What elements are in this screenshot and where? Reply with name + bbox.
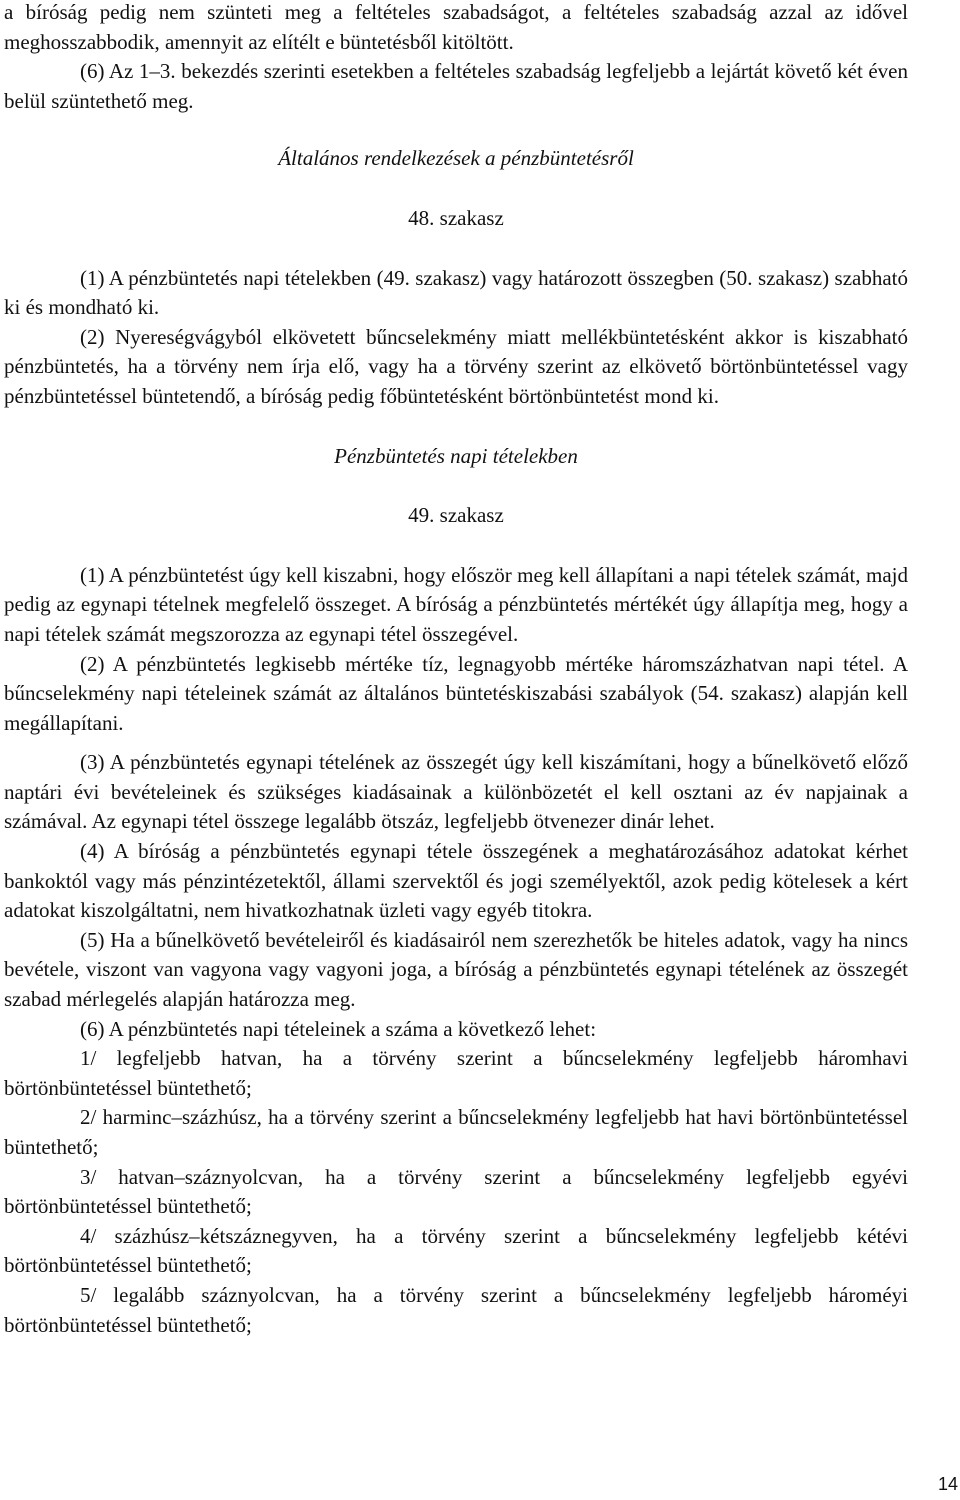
list-item-1: 1/ legfeljebb hatvan, ha a törvény szerint a bűncselekmény legfeljebb háromhavi börtönbüntetéssel büntethető; <box>4 1046 908 1100</box>
paragraph-48-2: (2) Nyereségvágyból elkövetett bűncselekmény miatt mellékbüntetésként akkor is kiszabható pénzbüntetés, ha a törvény nem írja elő, vagy ha a törvény szerint az elkövető börtönbüntetéssel vagy pénzbüntetéssel büntetendő, a bíróság pedig főbüntetésként börtönbüntetést mond ki. <box>4 324 908 408</box>
paragraph-49-4: (4) A bíróság a pénzbüntetés egynapi tétele összegének a meghatározásához adatokat kérhet bankoktól vagy más pénzintézetektől, állami szervektől és jogi személyektől, azok pedig kötelesek a kért adatokat kiszolgáltatni, nem hivatkozhatnak üzleti vagy egyéb titokra. <box>4 839 908 923</box>
heading-general-provisions: Általános rendelkezések a pénzbüntetésről <box>278 146 634 171</box>
paragraph-49-1: (1) A pénzbüntetést úgy kell kiszabni, hogy először meg kell állapítani a napi tételek számát, majd pedig az egynapi tételnek megfelelő összeget. A bíróság a pénzbüntetés mértékét úgy állapítja meg, hogy a napi tételek számát megszorozza az egynapi tétel összegével. <box>4 562 908 646</box>
heading-daily-units: Pénzbüntetés napi tételekben <box>334 443 578 468</box>
paragraph-47-6: (6) Az 1–3. bekezdés szerinti esetekben a feltételes szabadság legfeljebb a lejártát követő két éven belül szüntethető meg. <box>4 59 908 113</box>
section-48-title: 48. szakasz <box>408 205 504 230</box>
paragraph-48-1: (1) A pénzbüntetés napi tételekben (49. szakasz) vagy határozott összegben (50. szakasz) szabható ki és mondható ki. <box>4 265 908 320</box>
list-item-3: 3/ hatvan–száznyolcvan, ha a törvény szerint a bűncselekmény legfeljebb egyévi börtönbüntetéssel büntethető; <box>4 1164 908 1219</box>
section-49-title: 49. szakasz <box>408 503 504 528</box>
list-item-5: 5/ legalább száznyolcvan, ha a törvény szerint a bűncselekmény legfeljebb hároméyi börtönbüntetéssel büntethető; <box>4 1282 908 1337</box>
paragraph-49-5: (5) Ha a bűnelkövető bevételeiről és kiadásairól nem szerezhetők be hiteles adatok, vagy ha nincs bevétele, viszont van vagyona vagy vagyoni joga, a bíróság a pénzbüntetés egynapi tételének az összegét szabad mérlegelés alapján határozza meg. <box>4 927 908 1012</box>
paragraph-49-6: (6) A pénzbüntetés napi tételeinek a száma a következő lehet: <box>80 1016 597 1041</box>
document-page <box>4 0 908 1340</box>
list-item-2: 2/ harminc–százhúsz, ha a törvény szerint a bűncselekmény legfeljebb hat havi börtönbüntetéssel büntethető; <box>4 1105 908 1159</box>
page-number: 14 <box>937 1474 958 1494</box>
paragraph-continuation: a bíróság pedig nem szünteti meg a feltételes szabadságot, a feltételes szabadság azzal az idővel meghosszabbodik, amennyit az elítélt e büntetésből kitöltött. <box>4 0 908 54</box>
paragraph-49-2: (2) A pénzbüntetés legkisebb mértéke tíz, legnagyobb mértéke háromszázhatvan napi tétel. A bűncselekmény napi tételeinek számát az általános büntetéskiszabási szabályok (54. szakasz) alapján kell megállapítani. <box>4 651 908 735</box>
list-item-4: 4/ százhúsz–kétszáznegyven, ha a törvény szerint a bűncselekmény legfeljebb kétévi börtönbüntetéssel büntethető; <box>4 1223 908 1278</box>
paragraph-49-3: (3) A pénzbüntetés egynapi tételének az összegét úgy kell kiszámítani, hogy a bűnelkövető előző naptári évi bevételeinek és szükséges kiadásainak a különbözetét el kell osztani az év napjainak a számával. Az egynapi tétel összege legalább ötszáz, legfeljebb ötvenezer dinár lehet. <box>4 750 908 834</box>
